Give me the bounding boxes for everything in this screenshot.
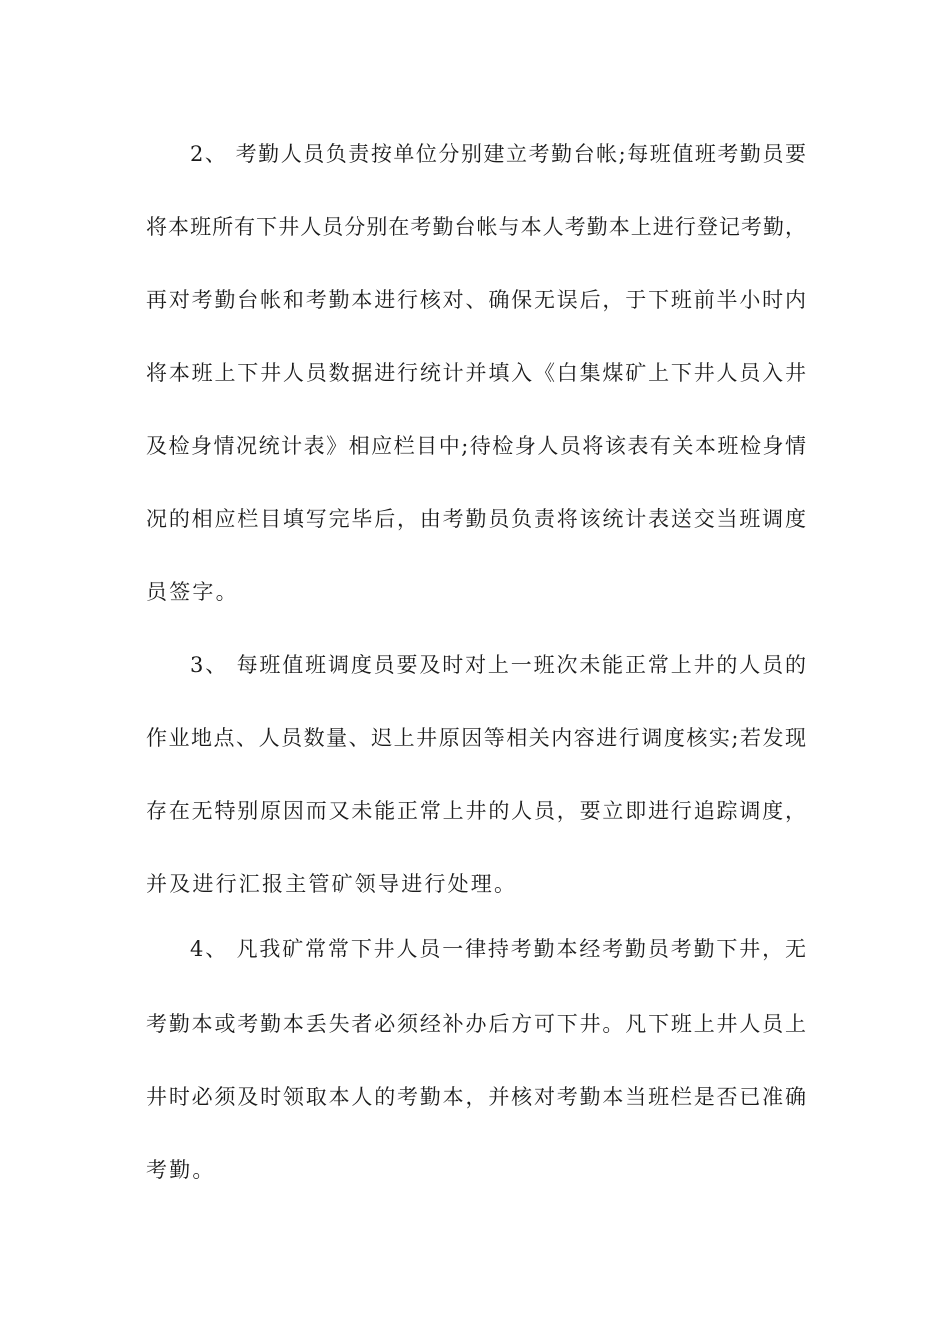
paragraph-2-line-5: 及检身情况统计表》相应栏目中;待检身人员将该表有关本班检身情 [146, 434, 806, 458]
paragraph-2-line-7: 员签字。 [146, 580, 239, 604]
paragraph-4-line-3: 井时必须及时领取本人的考勤本，并核对考勤本当班栏是否已准确 [146, 1085, 806, 1109]
paragraph-2-line-3: 再对考勤台帐和考勤本进行核对、确保无误后，于下班前半小时内 [146, 288, 806, 312]
paragraph-2-line-4: 将本班上下井人员数据进行统计并填入《白集煤矿上下井人员入井 [146, 361, 806, 385]
paragraph-4-line-4: 考勤。 [146, 1158, 216, 1182]
paragraph-4-line-1: 4、 凡我矿常常下井人员一律持考勤本经考勤员考勤下井，无 [190, 937, 806, 961]
paragraph-4-line-2: 考勤本或考勤本丢失者必须经补办后方可下井。凡下班上井人员上 [146, 1012, 806, 1036]
paragraph-3-line-2: 作业地点、人员数量、迟上井原因等相关内容进行调度核实;若发现 [146, 726, 806, 750]
paragraph-2-line-6: 况的相应栏目填写完毕后，由考勤员负责将该统计表送交当班调度 [146, 507, 806, 531]
paragraph-2-line-1: 2、 考勤人员负责按单位分别建立考勤台帐;每班值班考勤员要 [190, 142, 806, 166]
paragraph-2-line-2: 将本班所有下井人员分别在考勤台帐与本人考勤本上进行登记考勤， [146, 215, 806, 239]
paragraph-3-line-1: 3、 每班值班调度员要及时对上一班次未能正常上井的人员的 [190, 653, 806, 677]
paragraph-3-line-3: 存在无特别原因而又未能正常上井的人员，要立即进行追踪调度， [146, 799, 806, 823]
paragraph-3-line-4: 并及进行汇报主管矿领导进行处理。 [146, 872, 518, 896]
